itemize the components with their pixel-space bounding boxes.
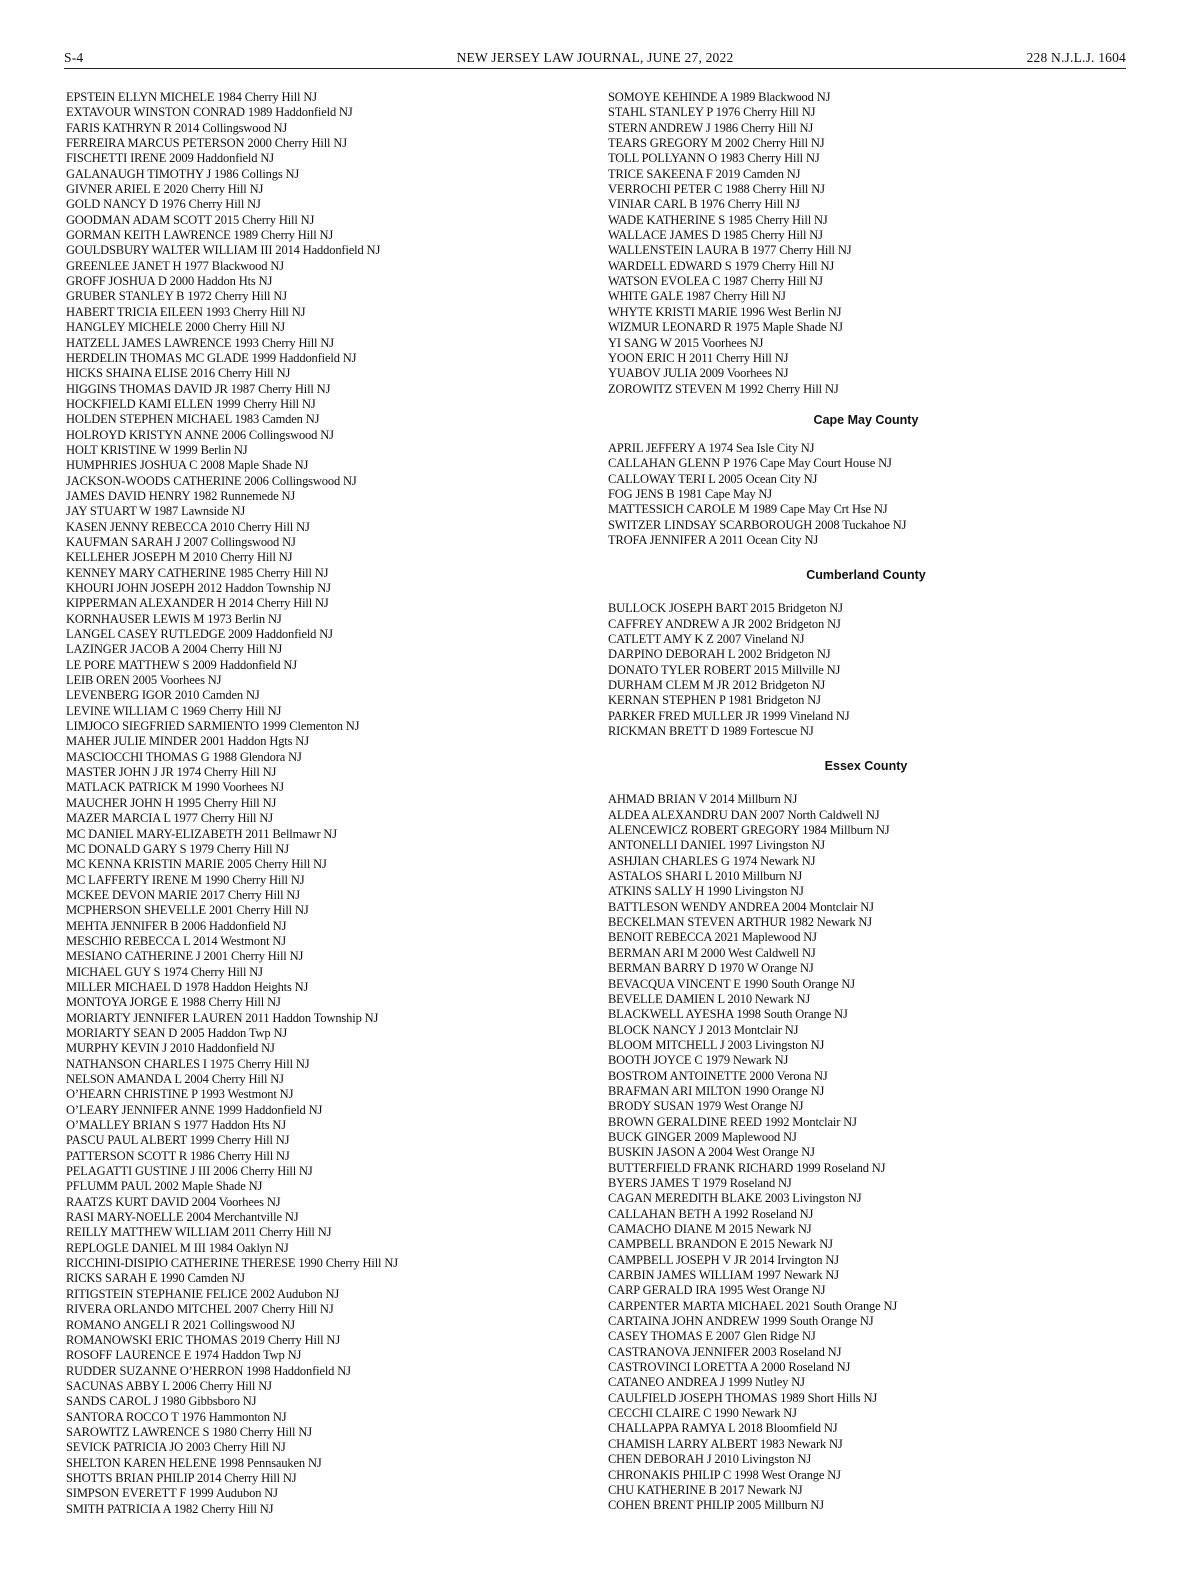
list-item: BERMAN ARI M 2000 West Caldwell NJ [608, 945, 816, 960]
list-item: DURHAM CLEM M JR 2012 Bridgeton NJ [608, 678, 826, 692]
list-item: O’MALLEY BRIAN S 1977 Haddon Hts NJ [66, 1118, 286, 1133]
list-item: KORNHAUSER LEWIS M 1973 Berlin NJ [66, 611, 282, 626]
list-item: GALANAUGH TIMOTHY J 1986 Collings NJ [66, 166, 300, 181]
list-item: MASCIOCCHI THOMAS G 1988 Glendora NJ [66, 749, 302, 764]
list-item: RICKMAN BRETT D 1989 Fortescue NJ [608, 724, 814, 739]
list-item: HIGGINS THOMAS DAVID JR 1987 Cherry Hill NJ [66, 381, 331, 396]
list-item: CARP GERALD IRA 1995 West Orange NJ [608, 1283, 826, 1298]
list-item: MC LAFFERTY IRENE M 1990 Cherry Hill NJ [66, 872, 305, 887]
list-item: RICKS SARAH E 1990 Camden NJ [66, 1271, 245, 1286]
list-item: CHRONAKIS PHILIP C 1998 West Orange NJ [608, 1467, 841, 1482]
list-item: MC DONALD GARY S 1979 Cherry Hill NJ [66, 841, 289, 856]
list-item: BEVACQUA VINCENT E 1990 South Orange NJ [608, 976, 855, 991]
list-item: HANGLEY MICHELE 2000 Cherry Hill NJ [66, 320, 285, 335]
list-item: JAMES DAVID HENRY 1982 Runnemede NJ [66, 488, 296, 503]
list-item: SMITH PATRICIA A 1982 Cherry Hill NJ [66, 1501, 274, 1516]
page-number: S-4 [64, 50, 84, 65]
list-item: LE PORE MATTHEW S 2009 Haddonfield NJ [66, 657, 298, 672]
list-item: BERMAN BARRY D 1970 W Orange NJ [608, 961, 814, 976]
list-item: VERROCHI PETER C 1988 Cherry Hill NJ [608, 182, 825, 197]
list-item: CHU KATHERINE B 2017 Newark NJ [608, 1482, 803, 1497]
list-item: CAMPBELL BRANDON E 2015 Newark NJ [608, 1237, 833, 1252]
list-item: O’LEARY JENNIFER ANNE 1999 Haddonfield NJ [66, 1102, 323, 1117]
list-item: MAZER MARCIA L 1977 Cherry Hill NJ [66, 811, 273, 826]
list-item: CAULFIELD JOSEPH THOMAS 1989 Short Hills NJ [608, 1390, 878, 1405]
list-item: WATSON EVOLEA C 1987 Cherry Hill NJ [608, 274, 823, 289]
list-item: MESIANO CATHERINE J 2001 Cherry Hill NJ [66, 949, 304, 964]
list-item: BATTLESON WENDY ANDREA 2004 Montclair NJ [608, 899, 874, 914]
list-item: STAHL STANLEY P 1976 Cherry Hill NJ [608, 105, 816, 120]
list-item: SWITZER LINDSAY SCARBOROUGH 2008 Tuckahoe NJ [608, 517, 907, 532]
list-item: KIPPERMAN ALEXANDER H 2014 Cherry Hill NJ [66, 596, 329, 611]
list-item: RIVERA ORLANDO MITCHEL 2007 Cherry Hill NJ [66, 1302, 334, 1317]
list-item: CAMACHO DIANE M 2015 Newark NJ [608, 1222, 812, 1236]
list-item: REPLOGLE DANIEL M III 1984 Oaklyn NJ [66, 1240, 289, 1255]
list-item: MASTER JOHN J JR 1974 Cherry Hill NJ [66, 765, 277, 780]
list-item: BULLOCK JOSEPH BART 2015 Bridgeton NJ [608, 601, 843, 616]
list-item: HOCKFIELD KAMI ELLEN 1999 Cherry Hill NJ [66, 396, 316, 411]
list-item: CALLAHAN BETH A 1992 Roseland NJ [608, 1206, 814, 1221]
list-item: KHOURI JOHN JOSEPH 2012 Haddon Township NJ [66, 581, 331, 595]
list-item: CASTROVINCI LORETTA A 2000 Roseland NJ [608, 1360, 851, 1375]
list-item: KASEN JENNY REBECCA 2010 Cherry Hill NJ [66, 519, 310, 534]
list-item: JAY STUART W 1987 Lawnside NJ [66, 504, 246, 519]
list-item: SEVICK PATRICIA JO 2003 Cherry Hill NJ [66, 1440, 286, 1455]
list-item: ASTALOS SHARI L 2010 Millburn NJ [608, 869, 803, 884]
list-item: TROFA JENNIFER A 2011 Ocean City NJ [608, 532, 819, 547]
list-item: CAFFREY ANDREW A JR 2002 Bridgeton NJ [608, 616, 841, 631]
list-item: BLOOM MITCHELL J 2003 Livingston NJ [608, 1037, 825, 1052]
list-item: BLOCK NANCY J 2013 Montclair NJ [608, 1022, 799, 1037]
list-item: LIMJOCO SIEGFRIED SARMIENTO 1999 Clementon NJ [66, 719, 360, 734]
list-item: BECKELMAN STEVEN ARTHUR 1982 Newark NJ [608, 915, 873, 930]
list-item: ANTONELLI DANIEL 1997 Livingston NJ [608, 838, 825, 853]
list-item: HOLROYD KRISTYN ANNE 2006 Collingswood NJ [66, 427, 334, 442]
list-item: MATTESSICH CAROLE M 1989 Cape May Crt Hse NJ [608, 502, 888, 517]
list-item: CAMPBELL JOSEPH V JR 2014 Irvington NJ [608, 1252, 839, 1267]
page-header [64, 48, 1126, 69]
list-item: FERREIRA MARCUS PETERSON 2000 Cherry Hill NJ [66, 136, 347, 151]
list-item: HERDELIN THOMAS MC GLADE 1999 Haddonfield NJ [66, 350, 357, 365]
list-item: ROSOFF LAURENCE E 1974 Haddon Twp NJ [66, 1348, 302, 1363]
list-item: BUSKIN JASON A 2004 West Orange NJ [608, 1145, 815, 1160]
list-item: O’HEARN CHRISTINE P 1993 Westmont NJ [66, 1087, 294, 1102]
list-item: WALLENSTEIN LAURA B 1977 Cherry Hill NJ [608, 243, 852, 258]
list-item: BUTTERFIELD FRANK RICHARD 1999 Roseland NJ [608, 1160, 886, 1175]
list-item: GOLD NANCY D 1976 Cherry Hill NJ [66, 197, 261, 212]
list-item: YUABOV JULIA 2009 Voorhees NJ [608, 366, 789, 381]
list-item: MAHER JULIE MINDER 2001 Haddon Hgts NJ [66, 734, 309, 749]
list-item: PARKER FRED MULLER JR 1999 Vineland NJ [608, 708, 850, 723]
list-item: CATLETT AMY K Z 2007 Vineland NJ [608, 631, 805, 646]
list-item: NELSON AMANDA L 2004 Cherry Hill NJ [66, 1072, 284, 1086]
list-item: FARIS KATHRYN R 2014 Collingswood NJ [66, 120, 288, 135]
list-item: WADE KATHERINE S 1985 Cherry Hill NJ [608, 212, 828, 227]
right-column [608, 90, 1128, 1514]
list-item: CHAMISH LARRY ALBERT 1983 Newark NJ [608, 1436, 843, 1451]
list-item: MORIARTY JENNIFER LAUREN 2011 Haddon Township NJ [66, 1010, 379, 1025]
list-item: APRIL JEFFERY A 1974 Sea Isle City NJ [608, 440, 815, 455]
list-item: AHMAD BRIAN V 2014 Millburn NJ [608, 792, 798, 807]
list-item: MCPHERSON SHEVELLE 2001 Cherry Hill NJ [66, 903, 309, 918]
list-item: PFLUMM PAUL 2002 Maple Shade NJ [66, 1179, 263, 1194]
list-item: RASI MARY-NOELLE 2004 Merchantville NJ [66, 1210, 299, 1225]
list-item: GOODMAN ADAM SCOTT 2015 Cherry Hill NJ [66, 212, 315, 227]
list-item: GOULDSBURY WALTER WILLIAM III 2014 Haddonfield NJ [66, 243, 381, 258]
list-item: DARPINO DEBORAH L 2002 Bridgeton NJ [608, 647, 831, 662]
list-item: MEHTA JENNIFER B 2006 Haddonfield NJ [66, 918, 287, 933]
list-item: MC DANIEL MARY-ELIZABETH 2011 Bellmawr NJ [66, 826, 338, 841]
list-item: WARDELL EDWARD S 1979 Cherry Hill NJ [608, 258, 835, 273]
list-item: YOON ERIC H 2011 Cherry Hill NJ [608, 350, 789, 365]
list-item: BROWN GERALDINE REED 1992 Montclair NJ [608, 1114, 857, 1129]
list-item: COHEN BRENT PHILIP 2005 Millburn NJ [608, 1498, 824, 1513]
list-item: VINIAR CARL B 1976 Cherry Hill NJ [608, 197, 800, 212]
list-item: ZOROWITZ STEVEN M 1992 Cherry Hill NJ [608, 381, 839, 396]
list-item: CASEY THOMAS E 2007 Glen Ridge NJ [608, 1329, 816, 1344]
list-item: HATZELL JAMES LAWRENCE 1993 Cherry Hill NJ [66, 335, 334, 350]
list-item: CARTAINA JOHN ANDREW 1999 South Orange NJ [608, 1314, 874, 1329]
right-column-top-list [608, 90, 1128, 397]
list-item: HICKS SHAINA ELISE 2016 Cherry Hill NJ [66, 366, 291, 381]
list-item: BLACKWELL AYESHA 1998 South Orange NJ [608, 1007, 848, 1022]
list-item: SIMPSON EVERETT F 1999 Audubon NJ [66, 1486, 278, 1501]
list-item: GORMAN KEITH LAWRENCE 1989 Cherry Hill NJ [66, 228, 334, 243]
list-item: BOSTROM ANTOINETTE 2000 Verona NJ [608, 1068, 828, 1083]
list-item: REILLY MATTHEW WILLIAM 2011 Cherry Hill NJ [66, 1225, 332, 1240]
list-item: LEVINE WILLIAM C 1969 Cherry Hill NJ [66, 703, 282, 718]
cape-may-list [608, 441, 1128, 548]
list-item: FOG JENS B 1981 Cape May NJ [608, 486, 773, 501]
list-item: RICCHINI-DISIPIO CATHERINE THERESE 1990 Cherry Hill NJ [66, 1256, 398, 1271]
list-item: YI SANG W 2015 Voorhees NJ [608, 335, 764, 350]
list-item: SAROWITZ LAWRENCE S 1980 Cherry Hill NJ [66, 1424, 312, 1439]
list-item: CARPENTER MARTA MICHAEL 2021 South Orange NJ [608, 1298, 898, 1313]
list-item: EPSTEIN ELLYN MICHELE 1984 Cherry Hill NJ [66, 90, 317, 104]
list-item: MCKEE DEVON MARIE 2017 Cherry Hill NJ [66, 887, 301, 902]
list-item: PATTERSON SCOTT R 1986 Cherry Hill NJ [66, 1148, 290, 1163]
list-item: SHOTTS BRIAN PHILIP 2014 Cherry Hill NJ [66, 1470, 297, 1485]
list-item: GREENLEE JANET H 1977 Blackwood NJ [66, 258, 284, 273]
list-item: CARBIN JAMES WILLIAM 1997 Newark NJ [608, 1268, 839, 1283]
list-item: MC KENNA KRISTIN MARIE 2005 Cherry Hill NJ [66, 857, 327, 872]
list-item: STERN ANDREW J 1986 Cherry Hill NJ [608, 120, 814, 135]
left-column [66, 90, 566, 1517]
citation: 228 N.J.L.J. 1604 [1026, 50, 1126, 65]
list-item: KAUFMAN SARAH J 2007 Collingswood NJ [66, 534, 296, 549]
list-item: WHITE GALE 1987 Cherry Hill NJ [608, 289, 786, 304]
list-item: MONTOYA JORGE E 1988 Cherry Hill NJ [66, 995, 281, 1010]
publication-title: NEW JERSEY LAW JOURNAL, JUNE 27, 2022 [456, 50, 734, 65]
list-item: CHEN DEBORAH J 2010 Livingston NJ [608, 1452, 812, 1467]
list-item: LEIB OREN 2005 Voorhees NJ [66, 673, 222, 688]
list-item: KENNEY MARY CATHERINE 1985 Cherry Hill NJ [66, 565, 329, 580]
list-item: CAGAN MEREDITH BLAKE 2003 Livingston NJ [608, 1191, 862, 1206]
list-item: CASTRANOVA JENNIFER 2003 Roseland NJ [608, 1344, 842, 1359]
list-item: NATHANSON CHARLES I 1975 Cherry Hill NJ [66, 1056, 310, 1071]
list-item: BRODY SUSAN 1979 West Orange NJ [608, 1099, 804, 1114]
list-item: SHELTON KAREN HELENE 1998 Pennsauken NJ [66, 1455, 322, 1470]
list-item: BRAFMAN ARI MILTON 1990 Orange NJ [608, 1083, 825, 1098]
section-title-cape-may: Cape May County [813, 412, 919, 427]
list-item: ROMANO ANGELI R 2021 Collingswood NJ [66, 1317, 295, 1332]
list-item: MILLER MICHAEL D 1978 Haddon Heights NJ [66, 979, 309, 994]
list-item: SOMOYE KEHINDE A 1989 Blackwood NJ [608, 90, 831, 104]
list-item: CECCHI CLAIRE C 1990 Newark NJ [608, 1406, 797, 1421]
list-item: MORIARTY SEAN D 2005 Haddon Twp NJ [66, 1025, 288, 1040]
section-title-cumberland: Cumberland County [806, 568, 926, 583]
list-item: HOLT KRISTINE W 1999 Berlin NJ [66, 442, 248, 457]
list-item: SANTORA ROCCO T 1976 Hammonton NJ [66, 1409, 287, 1424]
list-item: RAATZS KURT DAVID 2004 Voorhees NJ [66, 1194, 281, 1209]
list-item: SACUNAS ABBY L 2006 Cherry Hill NJ [66, 1378, 272, 1393]
list-item: KELLEHER JOSEPH M 2010 Cherry Hill NJ [66, 550, 293, 565]
list-item: KERNAN STEPHEN P 1981 Bridgeton NJ [608, 693, 821, 708]
list-item: DONATO TYLER ROBERT 2015 Millville NJ [608, 662, 841, 677]
list-item: BUCK GINGER 2009 Maplewood NJ [608, 1129, 797, 1144]
list-item: MAUCHER JOHN H 1995 Cherry Hill NJ [66, 795, 277, 810]
list-item: JACKSON-WOODS CATHERINE 2006 Collingswood NJ [66, 473, 357, 488]
list-item: MURPHY KEVIN J 2010 Haddonfield NJ [66, 1041, 275, 1056]
list-item: ROMANOWSKI ERIC THOMAS 2019 Cherry Hill NJ [66, 1332, 341, 1347]
list-item: ALDEA ALEXANDRU DAN 2007 North Caldwell NJ [608, 807, 880, 822]
list-item: PELAGATTI GUSTINE J III 2006 Cherry Hill NJ [66, 1164, 313, 1179]
list-item: GROFF JOSHUA D 2000 Haddon Hts NJ [66, 274, 273, 289]
list-item: WHYTE KRISTI MARIE 1996 West Berlin NJ [608, 304, 842, 319]
list-item: CATANEO ANDREA J 1999 Nutley NJ [608, 1375, 805, 1390]
list-item: BOOTH JOYCE C 1979 Newark NJ [608, 1053, 789, 1068]
list-item: WALLACE JAMES D 1985 Cherry Hill NJ [608, 228, 823, 243]
essex-list [608, 792, 1128, 1513]
section-title-essex: Essex County [824, 759, 908, 774]
list-item: LAZINGER JACOB A 2004 Cherry Hill NJ [66, 642, 283, 657]
list-item: MESCHIO REBECCA L 2014 Westmont NJ [66, 933, 286, 948]
list-item: BYERS JAMES T 1979 Roseland NJ [608, 1175, 792, 1190]
list-item: GIVNER ARIEL E 2020 Cherry Hill NJ [66, 182, 264, 197]
list-item: CALLAHAN GLENN P 1976 Cape May Court House NJ [608, 456, 892, 471]
list-item: FISCHETTI IRENE 2009 Haddonfield NJ [66, 151, 274, 166]
list-item: GRUBER STANLEY B 1972 Cherry Hill NJ [66, 289, 287, 304]
list-item: HABERT TRICIA EILEEN 1993 Cherry Hill NJ [66, 304, 306, 319]
list-item: SANDS CAROL J 1980 Gibbsboro NJ [66, 1394, 257, 1409]
list-item: MICHAEL GUY S 1974 Cherry Hill NJ [66, 964, 263, 979]
list-item: BEVELLE DAMIEN L 2010 Newark NJ [608, 991, 811, 1006]
list-item: WIZMUR LEONARD R 1975 Maple Shade NJ [608, 320, 843, 335]
list-item: CALLOWAY TERI L 2005 Ocean City NJ [608, 471, 818, 486]
list-item: TRICE SAKEENA F 2019 Camden NJ [608, 166, 801, 181]
list-item: HUMPHRIES JOSHUA C 2008 Maple Shade NJ [66, 458, 309, 473]
list-item: TEARS GREGORY M 2002 Cherry Hill NJ [608, 136, 825, 151]
list-item: LEVENBERG IGOR 2010 Camden NJ [66, 688, 260, 703]
list-item: ASHJIAN CHARLES G 1974 Newark NJ [608, 853, 816, 868]
list-item: MATLACK PATRICK M 1990 Voorhees NJ [66, 780, 284, 795]
list-item: BENOIT REBECCA 2021 Maplewood NJ [608, 930, 817, 945]
cumberland-list [608, 601, 1128, 739]
list-item: PASCU PAUL ALBERT 1999 Cherry Hill NJ [66, 1133, 290, 1148]
list-item: CHALLAPPA RAMYA L 2018 Bloomfield NJ [608, 1421, 838, 1436]
list-item: ATKINS SALLY H 1990 Livingston NJ [608, 884, 804, 899]
list-item: TOLL POLLYANN O 1983 Cherry Hill NJ [608, 151, 820, 166]
list-item: RUDDER SUZANNE O’HERRON 1998 Haddonfield NJ [66, 1363, 351, 1378]
list-item: HOLDEN STEPHEN MICHAEL 1983 Camden NJ [66, 412, 320, 427]
list-item: LANGEL CASEY RUTLEDGE 2009 Haddonfield NJ [66, 627, 333, 642]
list-item: EXTAVOUR WINSTON CONRAD 1989 Haddonfield NJ [66, 105, 353, 120]
list-item: ALENCEWICZ ROBERT GREGORY 1984 Millburn NJ [608, 823, 890, 838]
list-item: RITIGSTEIN STEPHANIE FELICE 2002 Audubon NJ [66, 1286, 340, 1301]
